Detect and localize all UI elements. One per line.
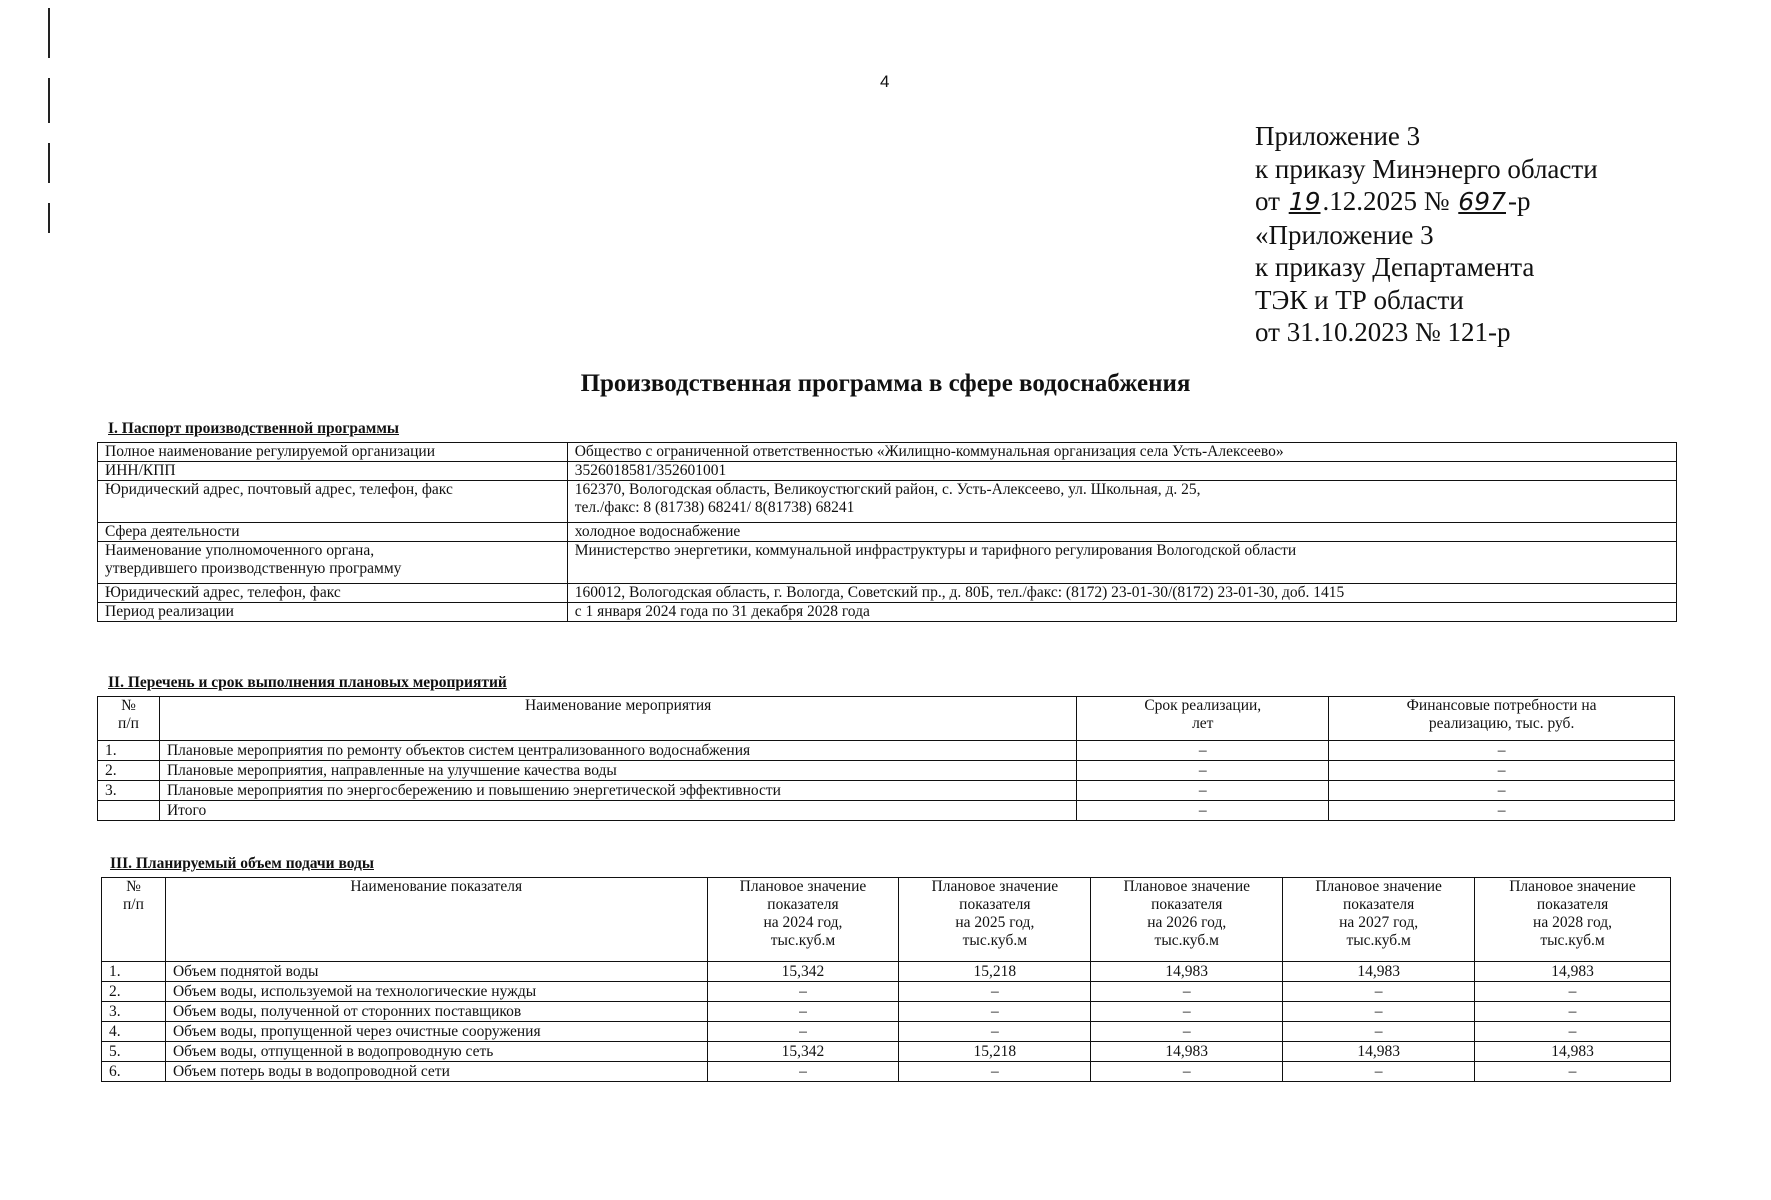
table-cell: – <box>707 1062 899 1082</box>
col-header-year <box>1475 878 1671 962</box>
passport-label: Юридический адрес, телефон, факс <box>98 584 568 603</box>
col-header-name: Наименование показателя <box>165 878 707 962</box>
table-cell: – <box>1475 1002 1671 1022</box>
text-line: от <box>1255 186 1280 216</box>
table-row <box>102 962 1671 982</box>
table-cell: 14,983 <box>1475 1042 1671 1062</box>
table-row <box>98 741 1675 761</box>
table-cell: – <box>899 1002 1091 1022</box>
text-line: показателя <box>767 896 839 913</box>
text-line: тыс.куб.м <box>1346 932 1411 949</box>
table-cell: Объем потерь воды в водопроводной сети <box>165 1062 707 1082</box>
table-cell: 6. <box>102 1062 166 1082</box>
passport-table <box>97 442 1677 622</box>
text-line: показателя <box>1536 896 1609 913</box>
table-cell: – <box>1475 982 1671 1002</box>
text-line: Финансовые потребности на <box>1406 697 1597 714</box>
table-cell: 2. <box>98 761 160 781</box>
text-line: на 2027 год, <box>1339 914 1419 931</box>
table-cell: – <box>899 1062 1091 1082</box>
volume-table <box>101 877 1671 1082</box>
table-cell: 14,983 <box>1283 962 1475 982</box>
appendix-order-line <box>1255 185 1598 219</box>
passport-value: холодное водоснабжение <box>567 523 1676 542</box>
table-cell: – <box>707 1022 899 1042</box>
passport-value: 3526018581/352601001 <box>567 462 1676 481</box>
table-cell: 15,218 <box>899 1042 1091 1062</box>
table-cell: Объем поднятой воды <box>165 962 707 982</box>
table-cell: Объем воды, отпущенной в водопроводную сеть <box>165 1042 707 1062</box>
events-table <box>97 696 1675 821</box>
table-cell: – <box>1077 761 1329 781</box>
text-line: на 2025 год, <box>955 914 1035 931</box>
col-header-term <box>1077 697 1329 741</box>
text-line: Плановое значение <box>739 878 867 895</box>
table-row <box>102 1002 1671 1022</box>
table-cell: – <box>707 1002 899 1022</box>
table-cell: – <box>1077 781 1329 801</box>
passport-value: Общество с ограниченной ответственностью «Жилищно-коммунальная организация села Усть-Алексеево» <box>567 443 1676 462</box>
table-cell: 2. <box>102 982 166 1002</box>
table-header-row <box>98 697 1675 741</box>
table-cell: – <box>1283 1002 1475 1022</box>
text-line: на 2024 год, <box>763 914 843 931</box>
text-line: № <box>121 697 136 714</box>
passport-label <box>98 542 568 584</box>
table-cell: Плановые мероприятия по энергосбережению и повышению энергетической эффективности <box>159 781 1076 801</box>
table-cell: – <box>1283 1062 1475 1082</box>
section-title-events: II. Перечень и срок выполнения плановых мероприятий <box>108 674 507 691</box>
table-cell: – <box>1091 1002 1283 1022</box>
text-line: 162370, Вологодская область, Великоустюгский район, с. Усть-Алексеево, ул. Школьная, д. 25, <box>574 481 1201 498</box>
text-line: лет <box>1192 715 1214 732</box>
table-row <box>98 523 1677 542</box>
table-cell: – <box>1283 1022 1475 1042</box>
text-line: Плановое значение <box>1509 878 1636 895</box>
table-header-row <box>102 878 1671 962</box>
text-line: Наименование уполномоченного органа, <box>105 542 375 559</box>
text-line: -р <box>1508 186 1531 216</box>
table-cell: – <box>707 982 899 1002</box>
table-row <box>98 761 1675 781</box>
table-row <box>98 542 1677 584</box>
table-cell: 3. <box>102 1002 166 1022</box>
table-row <box>102 982 1671 1002</box>
table-cell: 4. <box>102 1022 166 1042</box>
table-cell: – <box>1091 1062 1283 1082</box>
text-line: утвердившего производственную программу <box>105 560 402 577</box>
table-row <box>98 603 1677 622</box>
table-row-total <box>98 801 1675 821</box>
col-header-num <box>98 697 160 741</box>
appendix-line: от 31.10.2023 № 121-р <box>1255 317 1511 347</box>
text-line: на 2026 год, <box>1147 914 1227 931</box>
table-row <box>98 781 1675 801</box>
appendix-line: ТЭК и ТР области <box>1255 284 1464 315</box>
table-cell: – <box>899 1022 1091 1042</box>
table-cell: 14,983 <box>1091 1042 1283 1062</box>
passport-value: с 1 января 2024 года по 31 декабря 2028 года <box>567 603 1676 622</box>
text-line: п/п <box>123 896 144 913</box>
table-cell: Объем воды, пропущенной через очистные сооружения <box>165 1022 707 1042</box>
section-title-volume: III. Планируемый объем подачи воды <box>110 855 374 872</box>
table-cell: 14,983 <box>1283 1042 1475 1062</box>
margin-marks <box>48 8 52 238</box>
text-line: реализацию, тыс. руб. <box>1428 715 1575 732</box>
table-row <box>102 1042 1671 1062</box>
table-cell: – <box>1329 761 1675 781</box>
table-cell: 15,342 <box>707 1042 899 1062</box>
table-cell: Объем воды, используемой на технологические нужды <box>165 982 707 1002</box>
table-cell: – <box>1475 1022 1671 1042</box>
table-cell: 1. <box>102 962 166 982</box>
text-line: тел./факс: 8 (81738) 68241/ 8(81738) 68241 <box>574 499 855 516</box>
table-cell: 14,983 <box>1475 962 1671 982</box>
text-line: № <box>126 878 141 895</box>
table-row <box>98 462 1677 481</box>
text-line: тыс.куб.м <box>1540 932 1605 949</box>
col-header-year <box>707 878 899 962</box>
col-header-num <box>102 878 166 962</box>
table-cell: – <box>1475 1062 1671 1082</box>
text-line: п/п <box>118 715 139 732</box>
passport-label: Период реализации <box>98 603 568 622</box>
table-cell: – <box>1283 982 1475 1002</box>
table-cell: Итого <box>159 801 1076 821</box>
table-cell: 3. <box>98 781 160 801</box>
table-cell: – <box>899 982 1091 1002</box>
col-header-year <box>899 878 1091 962</box>
table-cell: Плановые мероприятия, направленные на улучшение качества воды <box>159 761 1076 781</box>
table-row <box>98 481 1677 523</box>
table-row <box>102 1022 1671 1042</box>
appendix-line: «Приложение 3 <box>1255 219 1434 250</box>
table-cell: – <box>1329 781 1675 801</box>
table-cell: 5. <box>102 1042 166 1062</box>
appendix-line: к приказу Минэнерго области <box>1255 153 1598 184</box>
col-header-name: Наименование мероприятия <box>159 697 1076 741</box>
table-cell: 14,983 <box>1091 962 1283 982</box>
text-line: показателя <box>959 896 1031 913</box>
handwritten-number: 697 <box>1458 187 1506 216</box>
col-header-year <box>1091 878 1283 962</box>
table-cell: – <box>1077 801 1329 821</box>
handwritten-day: 19 <box>1288 187 1321 216</box>
table-cell: 15,342 <box>707 962 899 982</box>
table-cell: 1. <box>98 741 160 761</box>
appendix-line: к приказу Департамента <box>1255 252 1535 282</box>
passport-label: ИНН/КПП <box>98 462 568 481</box>
text-line: Плановое значение <box>931 878 1059 895</box>
table-cell: 15,218 <box>899 962 1091 982</box>
passport-value <box>567 481 1676 523</box>
text-line: тыс.куб.м <box>770 932 836 949</box>
table-cell: – <box>1091 982 1283 1002</box>
table-cell: Объем воды, полученной от сторонних поставщиков <box>165 1002 707 1022</box>
table-row <box>98 584 1677 603</box>
table-cell: – <box>1091 1022 1283 1042</box>
page-number: 4 <box>880 72 890 91</box>
text-line: показателя <box>1342 896 1415 913</box>
text-line: тыс.куб.м <box>1154 932 1219 949</box>
appendix-header <box>1255 120 1598 349</box>
text-line: на 2028 год, <box>1533 914 1613 931</box>
table-cell <box>98 801 160 821</box>
passport-value: 160012, Вологодская область, г. Вологда, Советский пр., д. 80Б, тел./факс: (8172) 23-01-30/(8172) 23-01-30, доб. 1415 <box>567 584 1676 603</box>
text-line: Плановое значение <box>1315 878 1442 895</box>
text-line: Плановое значение <box>1123 878 1251 895</box>
text-line: показателя <box>1151 896 1223 913</box>
document-title: Производственная программа в сфере водоснабжения <box>580 370 1191 397</box>
passport-label: Сфера деятельности <box>98 523 568 542</box>
table-cell: – <box>1329 741 1675 761</box>
table-cell: Плановые мероприятия по ремонту объектов систем централизованного водоснабжения <box>159 741 1076 761</box>
text-line: тыс.куб.м <box>962 932 1028 949</box>
table-row <box>98 443 1677 462</box>
table-cell: – <box>1077 741 1329 761</box>
section-title-passport: I. Паспорт производственной программы <box>108 420 400 437</box>
passport-label: Юридический адрес, почтовый адрес, телефон, факс <box>98 481 568 523</box>
text-line: Срок реализации, <box>1144 697 1262 714</box>
passport-label: Полное наименование регулируемой организации <box>98 443 568 462</box>
table-row <box>102 1062 1671 1082</box>
text-line: .12.2025 № <box>1322 186 1450 216</box>
table-cell: – <box>1329 801 1675 821</box>
appendix-line: Приложение 3 <box>1255 121 1421 151</box>
col-header-fin <box>1329 697 1675 741</box>
col-header-year <box>1283 878 1475 962</box>
passport-value: Министерство энергетики, коммунальной инфраструктуры и тарифного регулирования Вологодской области <box>567 542 1676 584</box>
